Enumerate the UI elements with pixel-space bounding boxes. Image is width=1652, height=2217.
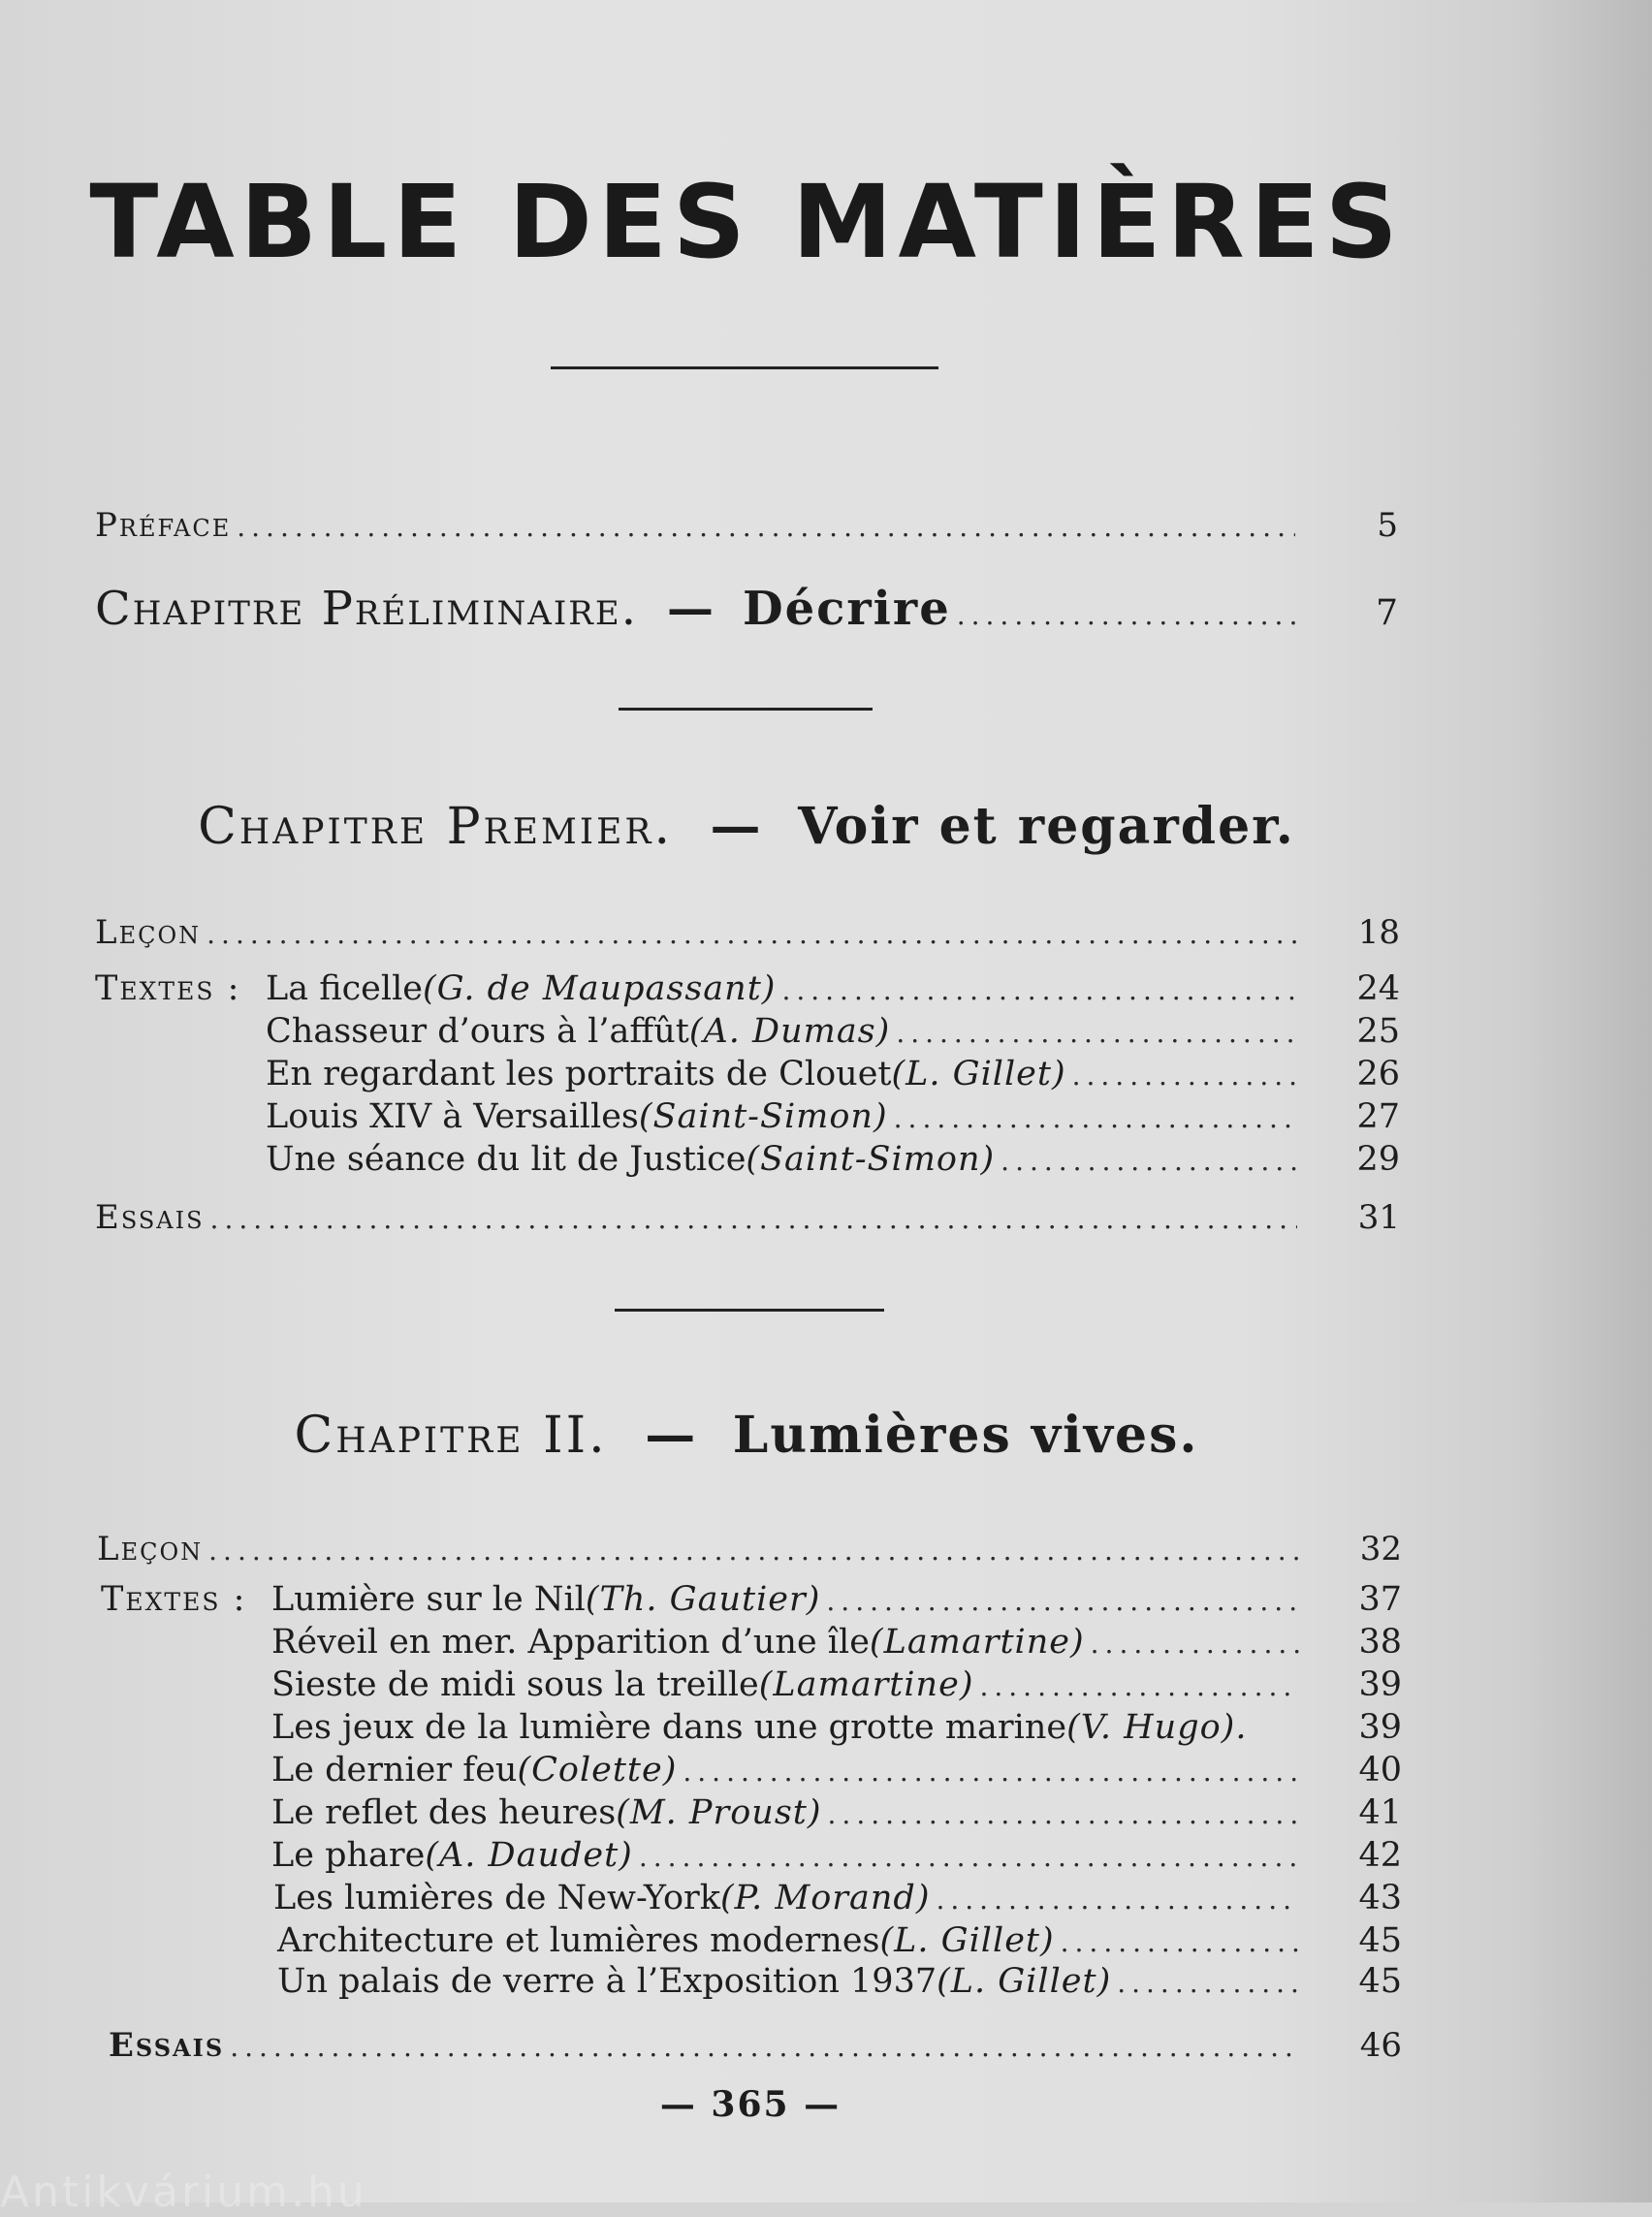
entry-label: Chapitre Préliminaire. [95, 582, 638, 636]
entry-label: Leçon [97, 1530, 204, 1568]
toc-entry-lecon [0, 913, 1652, 952]
page-number: 29 [1356, 1140, 1400, 1179]
toc-entry-texte [0, 1751, 1652, 1789]
toc-entry-texte [0, 1708, 1652, 1747]
entry-title: Décrire [742, 582, 951, 636]
entry-author: (V. Hugo). [1066, 1708, 1248, 1747]
toc-entry-essais [0, 1198, 1652, 1237]
dot-leader [683, 1756, 1299, 1788]
dot-leader [1091, 1628, 1299, 1660]
dot-leader [210, 1203, 1297, 1235]
entry-text: Sieste de midi sous la treille [271, 1665, 759, 1704]
page-number: 40 [1358, 1751, 1402, 1789]
entry-author: (Colette) [517, 1751, 678, 1789]
entry-author: (M. Proust) [616, 1793, 822, 1832]
toc-entry-texte [0, 1921, 1652, 1960]
dot-leader [639, 1841, 1299, 1873]
entry-text: Le reflet des heures [271, 1793, 617, 1832]
dot-leader [1117, 1967, 1299, 1999]
chapter-title: Voir et regarder. [798, 797, 1295, 856]
toc-entry-texte [0, 1140, 1652, 1179]
toc-entry-texte [0, 1665, 1652, 1704]
entry-text: Un palais de verre à l’Exposition 1937 [277, 1962, 937, 2001]
toc-entry-texte [0, 1623, 1652, 1662]
dot-leader [1072, 1060, 1297, 1092]
dot-leader [208, 1535, 1299, 1567]
section-divider [615, 1309, 884, 1312]
dot-leader [896, 1017, 1297, 1049]
toc-entry-texte [0, 1793, 1652, 1832]
entry-author: (P. Morand) [720, 1879, 931, 1917]
toc-entry-lecon [0, 1530, 1652, 1568]
entry-author: (L. Gillet) [937, 1962, 1112, 2001]
toc-entry-preface [0, 506, 1652, 545]
toc-entry-texte [0, 1012, 1652, 1051]
page-number: 46 [1359, 2026, 1402, 2065]
entry-text: Architecture et lumières modernes [277, 1921, 880, 1960]
page-number: 27 [1356, 1097, 1400, 1136]
dot-leader [936, 1884, 1299, 1916]
entry-author: (G. de Maupassant) [423, 969, 777, 1008]
dot-leader [781, 974, 1297, 1006]
section-divider [619, 708, 873, 711]
toc-entry-texte [0, 969, 1652, 1008]
toc-entry-essais [0, 2026, 1652, 2065]
dot-leader [1001, 1145, 1297, 1177]
entry-text: Le phare [271, 1836, 426, 1875]
dot-leader [979, 1670, 1299, 1702]
entry-text: Réveil en mer. Apparition d’une île [271, 1623, 870, 1662]
watermark: Antikvárium.hu [0, 2168, 367, 2217]
entry-author: (L. Gillet) [891, 1055, 1066, 1093]
entry-author: (A. Dumas) [688, 1012, 891, 1051]
toc-entry-texte [0, 1962, 1652, 2001]
page-number: 42 [1358, 1836, 1402, 1875]
chapter-title: Lumières vives. [732, 1406, 1199, 1465]
chapter-heading [0, 797, 1493, 856]
page-folio: — 365 — [659, 2084, 842, 2125]
entry-text: La ficelle [266, 969, 423, 1008]
entry-text: Les lumières de New-York [273, 1879, 720, 1917]
entry-dash: — [666, 582, 714, 636]
entry-author: (Lamartine) [758, 1665, 974, 1704]
entry-label: Leçon [95, 913, 202, 952]
page-number: 45 [1358, 1962, 1402, 2001]
page-number: 39 [1358, 1665, 1402, 1704]
page-title: TABLE DES MATIÈRES [89, 163, 1404, 281]
entry-author: (Th. Gautier) [585, 1580, 821, 1619]
page-number: 38 [1358, 1623, 1402, 1662]
dot-leader [828, 1798, 1299, 1830]
title-divider [551, 366, 938, 369]
page-number: 43 [1358, 1879, 1402, 1917]
toc-entry-texte [0, 1580, 1652, 1619]
page-number: 24 [1356, 969, 1400, 1008]
page-number: 39 [1358, 1708, 1402, 1747]
page-number: 18 [1357, 913, 1400, 952]
entry-author: (L. Gillet) [879, 1921, 1055, 1960]
textes-label: Textes : [101, 1580, 247, 1619]
entry-label: Préface [95, 506, 232, 545]
toc-entry-texte [0, 1879, 1652, 1917]
page-number: 25 [1356, 1012, 1400, 1051]
entry-author: (Saint-Simon) [746, 1140, 996, 1179]
entry-label: Essais [109, 2026, 225, 2065]
dot-leader [230, 2031, 1299, 2063]
dot-leader [237, 511, 1295, 543]
page-number: 31 [1357, 1198, 1400, 1237]
entry-author: (A. Daudet) [425, 1836, 633, 1875]
dot-leader [894, 1102, 1297, 1134]
entry-text: Le dernier feu [271, 1751, 518, 1789]
page-number: 7 [1376, 593, 1398, 633]
toc-entry-texte [0, 1055, 1652, 1093]
page-number: 5 [1377, 506, 1398, 545]
page-number: 41 [1358, 1793, 1402, 1832]
chapter-label: Chapitre Premier. [198, 798, 674, 856]
page-number: 45 [1358, 1921, 1402, 1960]
dot-leader [206, 918, 1297, 950]
chapter-heading [0, 1406, 1493, 1465]
entry-text: Une séance du lit de Justice [266, 1140, 747, 1179]
entry-text: Louis XIV à Versailles [266, 1097, 639, 1136]
entry-text: Les jeux de la lumière dans une grotte marine [271, 1708, 1067, 1747]
textes-label: Textes : [95, 969, 241, 1008]
chapter-dash: — [645, 1406, 696, 1465]
entry-author: (Saint-Simon) [638, 1097, 888, 1136]
entry-label: Essais [95, 1198, 205, 1237]
entry-text: Chasseur d’ours à l’affût [266, 1012, 689, 1051]
dot-leader [826, 1585, 1299, 1617]
entry-text: En regardant les portraits de Clouet [266, 1055, 892, 1093]
entry-author: (Lamartine) [869, 1623, 1085, 1662]
dot-leader [957, 599, 1295, 631]
chapter-dash: — [710, 797, 761, 856]
dot-leader [1061, 1926, 1299, 1958]
toc-entry-chapitre-preliminaire [0, 582, 1652, 636]
page-number: 37 [1358, 1580, 1402, 1619]
page-number: 32 [1359, 1530, 1402, 1568]
toc-entry-texte [0, 1836, 1652, 1875]
chapter-label: Chapitre II. [294, 1407, 608, 1465]
toc-entry-texte [0, 1097, 1652, 1136]
entry-text: Lumière sur le Nil [271, 1580, 586, 1619]
page-number: 26 [1356, 1055, 1400, 1093]
